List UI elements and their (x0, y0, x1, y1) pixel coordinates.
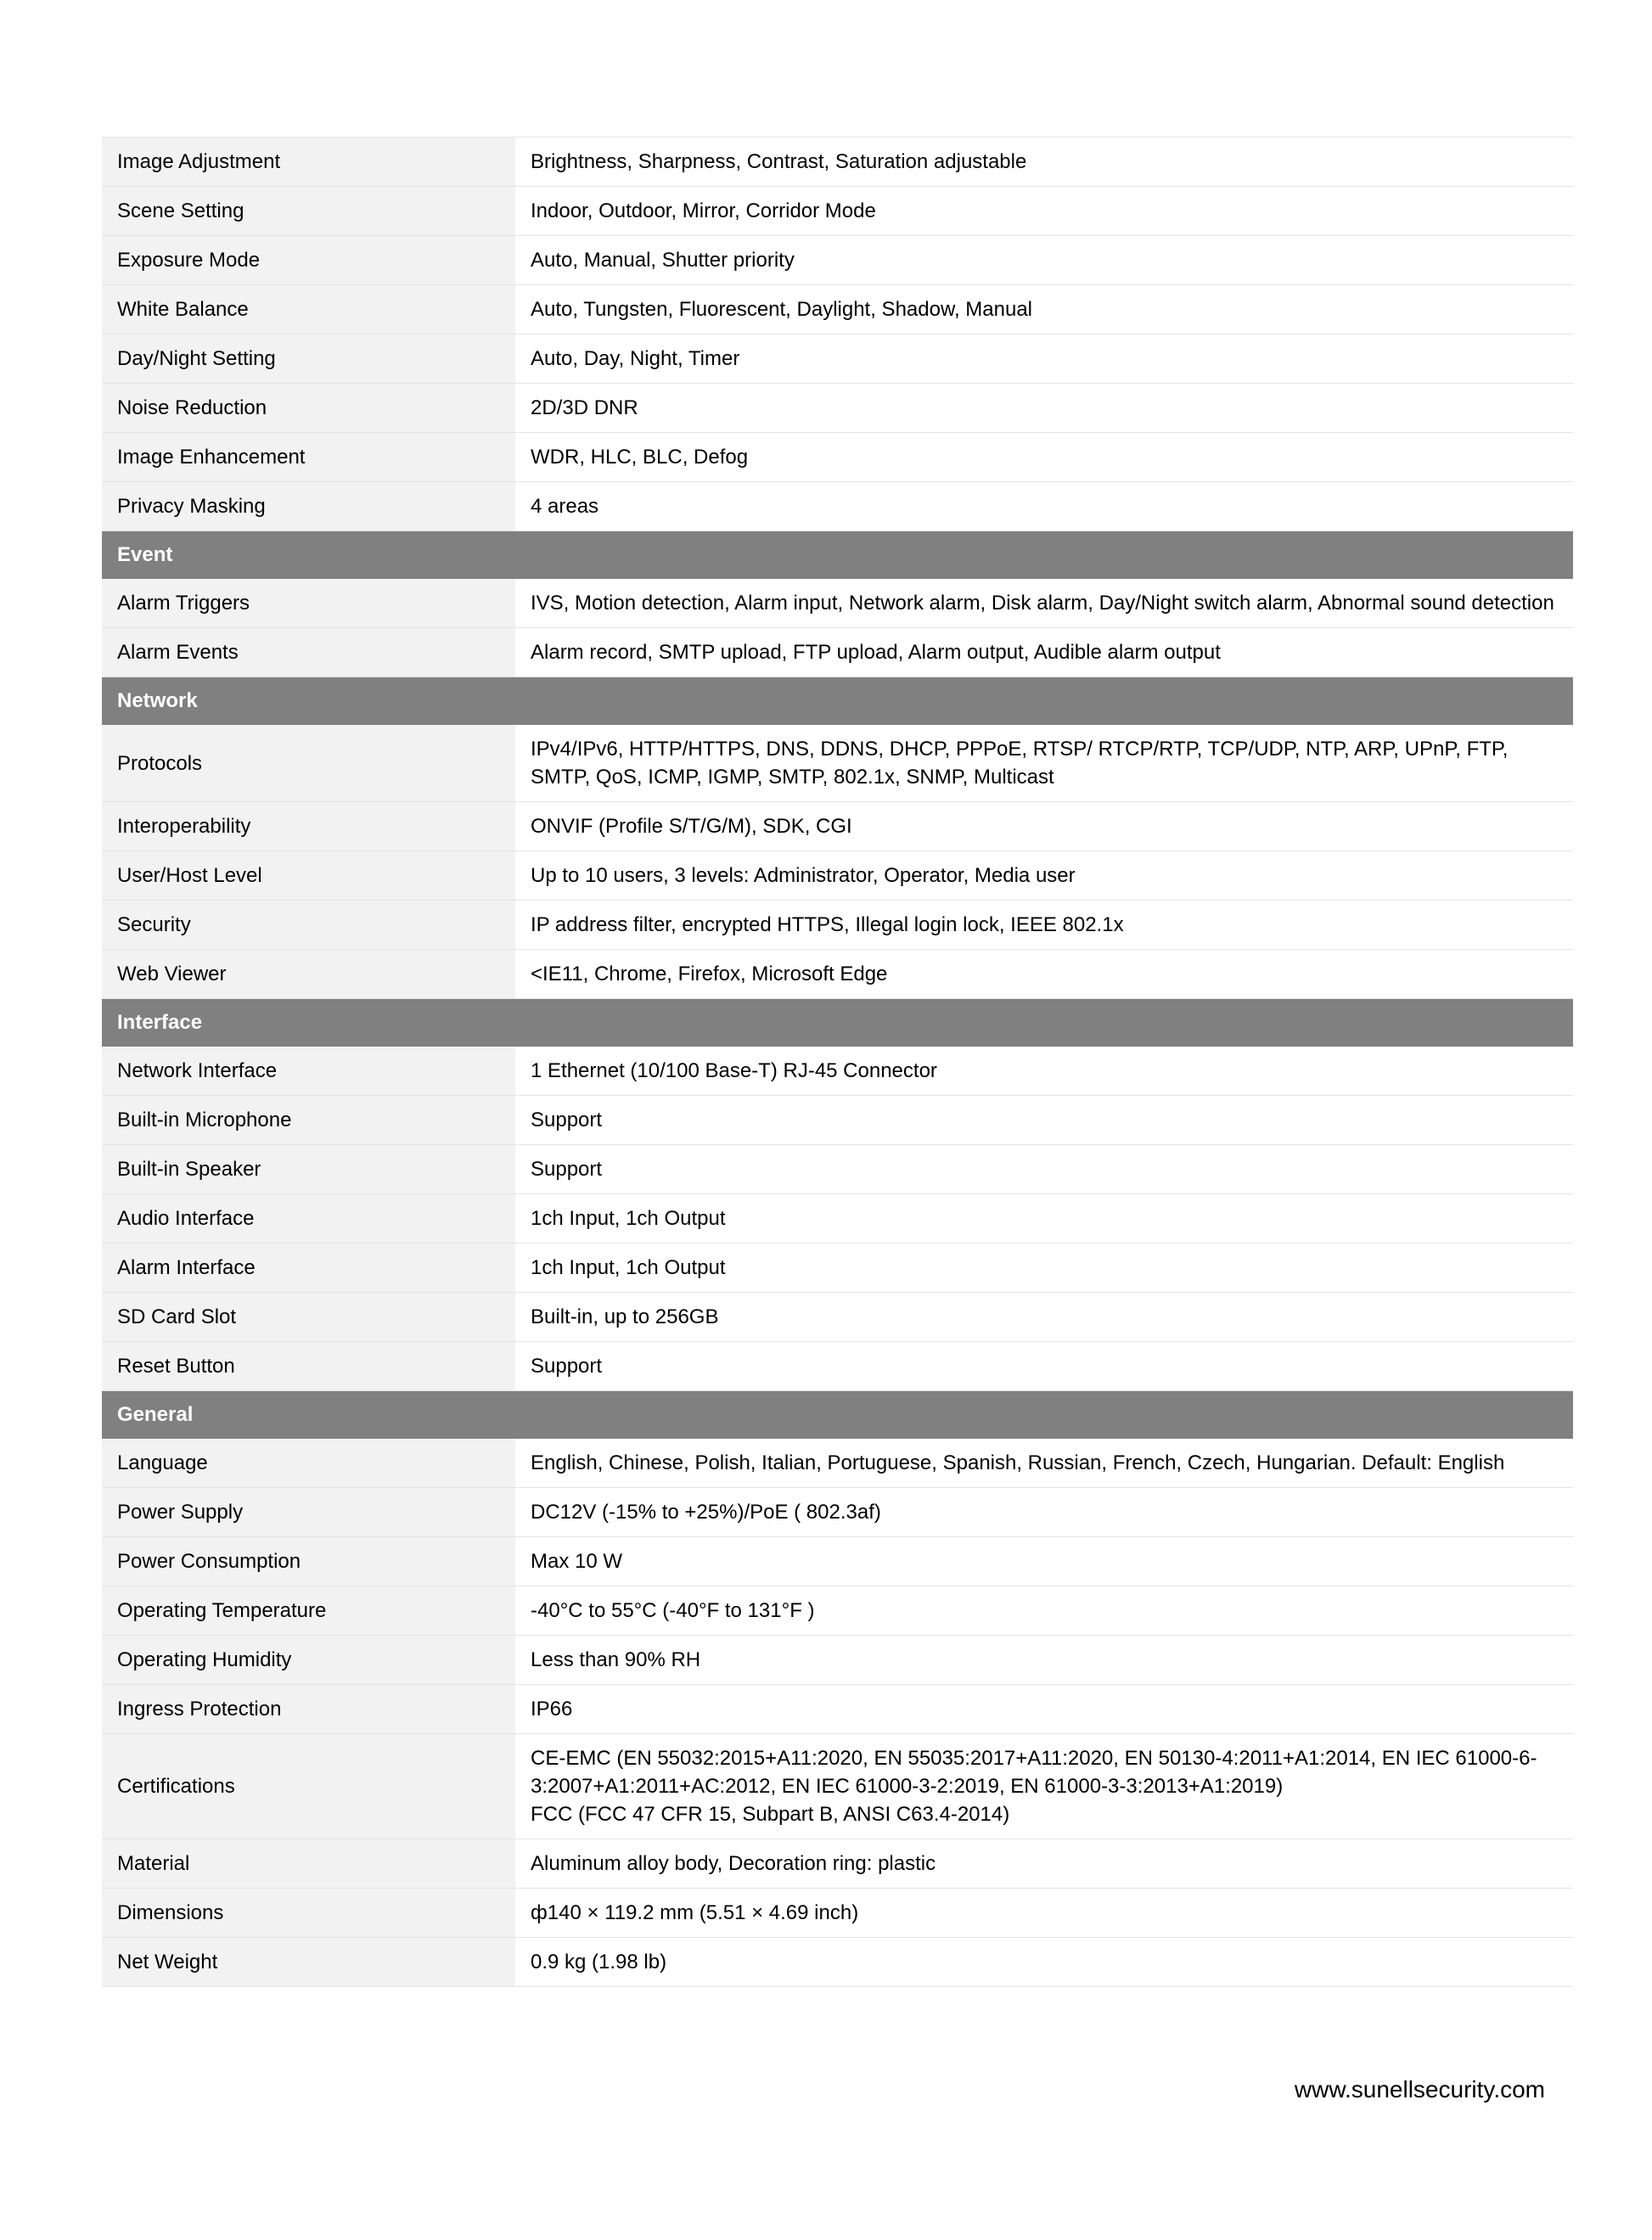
spec-row (102, 1586, 1573, 1636)
spec-row (102, 1938, 1573, 1987)
spec-value: 4 areas (515, 482, 1573, 531)
section-title: General (102, 1391, 1573, 1439)
spec-row (102, 579, 1573, 628)
spec-value: IP66 (515, 1685, 1573, 1734)
spec-value: IP address filter, encrypted HTTPS, Illegal login lock, IEEE 802.1x (515, 901, 1573, 950)
spec-value: ONVIF (Profile S/T/G/M), SDK, CGI (515, 802, 1573, 851)
spec-value: Auto, Manual, Shutter priority (515, 236, 1573, 285)
spec-row (102, 384, 1573, 433)
spec-label: Alarm Events (102, 628, 515, 677)
spec-value: ф140 × 119.2 mm (5.51 × 4.69 inch) (515, 1889, 1573, 1938)
spec-row (102, 1439, 1573, 1488)
spec-label: Net Weight (102, 1938, 515, 1987)
spec-label: Reset Button (102, 1342, 515, 1391)
spec-row (102, 1293, 1573, 1342)
spec-row (102, 138, 1573, 187)
spec-row (102, 236, 1573, 285)
spec-label: Audio Interface (102, 1194, 515, 1244)
spec-label: Built-in Microphone (102, 1096, 515, 1145)
spec-value: Support (515, 1096, 1573, 1145)
footer-url: www.sunellsecurity.com (1294, 2076, 1545, 2102)
spec-row (102, 1342, 1573, 1391)
section-header (102, 531, 1573, 579)
spec-value: Max 10 W (515, 1537, 1573, 1586)
spec-label: Alarm Interface (102, 1244, 515, 1293)
spec-row (102, 901, 1573, 950)
spec-row (102, 1889, 1573, 1938)
spec-row (102, 1636, 1573, 1685)
spec-value: Alarm record, SMTP upload, FTP upload, Alarm output, Audible alarm output (515, 628, 1573, 677)
spec-label: Operating Temperature (102, 1586, 515, 1636)
spec-value: Indoor, Outdoor, Mirror, Corridor Mode (515, 187, 1573, 236)
spec-label: Security (102, 901, 515, 950)
spec-label: Ingress Protection (102, 1685, 515, 1734)
spec-label: Power Supply (102, 1488, 515, 1537)
spec-value: Built-in, up to 256GB (515, 1293, 1573, 1342)
spec-value: Less than 90% RH (515, 1636, 1573, 1685)
section-title: Event (102, 531, 1573, 579)
spec-row (102, 802, 1573, 851)
spec-row (102, 1537, 1573, 1586)
spec-label: Certifications (102, 1734, 515, 1839)
spec-row (102, 1244, 1573, 1293)
spec-row (102, 1096, 1573, 1145)
spec-value: Support (515, 1342, 1573, 1391)
spec-row (102, 1194, 1573, 1244)
spec-row (102, 1839, 1573, 1889)
spec-row (102, 1047, 1573, 1096)
spec-value: Auto, Tungsten, Fluorescent, Daylight, Shadow, Manual (515, 285, 1573, 334)
spec-label: Privacy Masking (102, 482, 515, 531)
spec-row (102, 334, 1573, 384)
spec-value: DC12V (-15% to +25%)/PoE ( 802.3af) (515, 1488, 1573, 1537)
spec-label: Power Consumption (102, 1537, 515, 1586)
spec-value: -40°C to 55°C (-40°F to 131°F ) (515, 1586, 1573, 1636)
section-header (102, 1391, 1573, 1439)
spec-value: Support (515, 1145, 1573, 1194)
spec-label: White Balance (102, 285, 515, 334)
spec-row (102, 1734, 1573, 1839)
spec-table (102, 137, 1573, 1987)
spec-row (102, 482, 1573, 531)
spec-value: IPv4/IPv6, HTTP/HTTPS, DNS, DDNS, DHCP, PPPoE, RTSP/ RTCP/RTP, TCP/UDP, NTP, ARP, UPnP, FTP, SMTP, QoS, ICMP, IGMP, SMTP, 802.1x, SNMP, Multicast (515, 725, 1573, 802)
spec-label: Protocols (102, 725, 515, 802)
spec-table-body (102, 138, 1573, 1987)
section-header (102, 999, 1573, 1047)
spec-label: SD Card Slot (102, 1293, 515, 1342)
spec-value: 2D/3D DNR (515, 384, 1573, 433)
spec-label: Image Adjustment (102, 138, 515, 187)
spec-value: 0.9 kg (1.98 lb) (515, 1938, 1573, 1987)
spec-label: Language (102, 1439, 515, 1488)
spec-label: User/Host Level (102, 851, 515, 901)
section-title: Network (102, 677, 1573, 725)
spec-label: Network Interface (102, 1047, 515, 1096)
spec-row (102, 1145, 1573, 1194)
spec-label: Interoperability (102, 802, 515, 851)
spec-value: Up to 10 users, 3 levels: Administrator, Operator, Media user (515, 851, 1573, 901)
spec-label: Noise Reduction (102, 384, 515, 433)
spec-label: Material (102, 1839, 515, 1889)
spec-value: WDR, HLC, BLC, Defog (515, 433, 1573, 482)
spec-label: Operating Humidity (102, 1636, 515, 1685)
spec-row (102, 1488, 1573, 1537)
spec-label: Web Viewer (102, 950, 515, 999)
spec-value: 1 Ethernet (10/100 Base-T) RJ-45 Connector (515, 1047, 1573, 1096)
section-title: Interface (102, 999, 1573, 1047)
spec-row (102, 725, 1573, 802)
spec-value: Auto, Day, Night, Timer (515, 334, 1573, 384)
spec-label: Dimensions (102, 1889, 515, 1938)
spec-row (102, 950, 1573, 999)
spec-label: Exposure Mode (102, 236, 515, 285)
spec-row (102, 628, 1573, 677)
spec-value: Aluminum alloy body, Decoration ring: plastic (515, 1839, 1573, 1889)
spec-label: Scene Setting (102, 187, 515, 236)
spec-value: Brightness, Sharpness, Contrast, Saturation adjustable (515, 138, 1573, 187)
spec-label: Day/Night Setting (102, 334, 515, 384)
spec-value: IVS, Motion detection, Alarm input, Network alarm, Disk alarm, Day/Night switch alarm, Abnormal sound detection (515, 579, 1573, 628)
spec-value: <IE11, Chrome, Firefox, Microsoft Edge (515, 950, 1573, 999)
spec-label: Image Enhancement (102, 433, 515, 482)
spec-value: English, Chinese, Polish, Italian, Portuguese, Spanish, Russian, French, Czech, Hungarian. Default: English (515, 1439, 1573, 1488)
spec-value: 1ch Input, 1ch Output (515, 1244, 1573, 1293)
spec-label: Alarm Triggers (102, 579, 515, 628)
section-header (102, 677, 1573, 725)
spec-value: CE-EMC (EN 55032:2015+A11:2020, EN 55035:2017+A11:2020, EN 50130-4:2011+A1:2014, EN IEC 61000-6-3:2007+A1:2011+AC:2012, EN IEC 61000-3-2:2019, EN 61000-3-3:2013+A1:2019) FCC (FCC 47 CFR 15, Subpart B, ANSI C63.4-2014) (515, 1734, 1573, 1839)
spec-row (102, 285, 1573, 334)
spec-row (102, 433, 1573, 482)
spec-row (102, 1685, 1573, 1734)
spec-value: 1ch Input, 1ch Output (515, 1194, 1573, 1244)
spec-row (102, 187, 1573, 236)
spec-row (102, 851, 1573, 901)
spec-label: Built-in Speaker (102, 1145, 515, 1194)
